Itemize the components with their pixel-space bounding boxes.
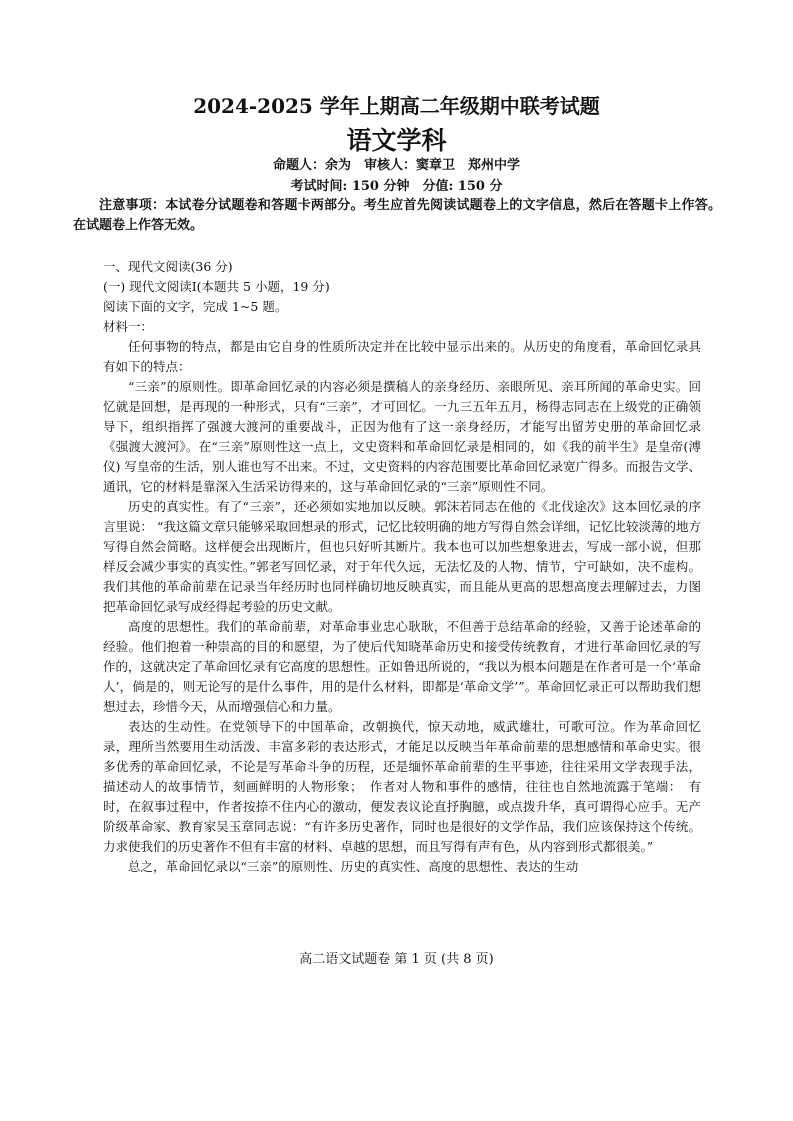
section-subheading: (一) 现代文阅读Ⅰ(本题共 5 小题，19 分) — [103, 279, 330, 294]
reading-section — [103, 257, 701, 877]
paragraph: “三亲”的原则性。即革命回忆录的内容必须是撰稿人的亲身经历、亲眼所见、亲耳所闻的革命史实。回忆就是回想，是再现的一种形式，只有“三亲”，才可回忆。一九三五年五月，杨得志同志在上级党的正确领导下，组织指挥了强渡大渡河的重要战斗，正因为他有了这一亲身经历，才能写出留芳史册的革命回忆录《强渡大渡河》。在“三亲”原则性这一点上，文史资料和革命回忆录是相同的，如《我的前半生》是皇帝(溥仪) 写皇帝的生活，别人谁也写不出来。不过，文史资料的内容范围要比革命回忆录宽广得多。而报告文学、通讯，它的材料是靠深入生活采访得来的，这与革命回忆录的“三亲”原则性不同。 — [103, 379, 701, 494]
subject-title: 语文学科 — [346, 126, 447, 155]
material-label: 材料一： — [103, 319, 154, 334]
exam-notice: 注意事项：本试卷分试题卷和答题卡两部分。考生应首先阅读试题卷上的文字信息，然后在答题卡上作答。在试题卷上作答无效。 — [73, 198, 721, 233]
exam-title: 2024-2025 学年上期高二年级期中联考试题 — [193, 94, 600, 118]
authors-line: 命题人：余为 审核人：窦章卫 郑州中学 — [272, 158, 520, 173]
paragraph: 高度的思想性。我们的革命前辈，对革命事业忠心耿耿，不但善于总结革命的经验，又善于论述革命的经验。他们抱着一种崇高的目的和愿望，为了使后代知晓革命历史和接受传统教育，才进行革命回忆录的写作的，这就决定了革命回忆录有它高度的思想性。正如鲁迅所说的，“我以为根本问题是在作者可是一个‘革命人’，倘是的，则无论写的是什么事件，用的是什么材料，即都是‘革命文学’”。革命回忆录正可以帮助我们想想过去，珍惜今天，从而增强信心和力量。 — [103, 619, 701, 714]
page-footer: 高二语文试题卷 第 1 页 (共 8 页) — [299, 952, 494, 967]
paragraph: 任何事物的特点，都是由它自身的性质所决定并在比较中显示出来的。从历史的角度看，革命回忆录具有如下的特点： — [103, 339, 701, 374]
paragraph: 总之，革命回忆录以“三亲”的原则性、历史的真实性、高度的思想性、表达的生动 — [128, 859, 579, 874]
paragraph: 历史的真实性。有了“三亲”，还必须如实地加以反映。郭沫若同志在他的《北伐途次》这本回忆录的序言里说： “我这篇文章只能够采取回想录的形式，记忆比较明确的地方写得自然会详细，记忆比较淡薄的地方写得自然会简略。这样便会出现断片，但也只好听其断片。我本也可以加些想象进去，写成一部小说，但那样反会减少事实的真实性。”郭老写回忆录，对于年代久远，无法忆及的人物、情节，宁可缺如，决不虚构。我们其他的革命前辈在记录当年经历时也同样确切地反映真实，而且能从更高的思想高度去理解过去，力图把革命回忆录写成经得起考验的历史文献。 — [103, 499, 701, 614]
paragraph: 表达的生动性。在党领导下的中国革命，改朝换代，惊天动地，威武雄壮，可歌可泣。作为革命回忆录，理所当然要用生动活泼、丰富多彩的表达形式，才能足以反映当年革命前辈的思想感情和革命史实。很多优秀的革命回忆录，不论是写革命斗争的历程，还是缅怀革命前辈的生平事迹，往往采用文学表现手法，描述动人的故事情节，刻画鲜明的人物形象； 作者对人物和事件的感情，往往也自然地流露于笔端： 有时，在叙事过程中，作者按捺不住内心的激动，便发表议论直抒胸臆，或点拨升华，真可谓得心应手。无产阶级革命家、教育家吴玉章同志说：“有许多历史著作，同时也是很好的文学作品，我们应该保持这个传统。力求使我们的历史著作不但有丰富的材料、卓越的思想，而且写得有声有色，从内容到形式都很美。” — [103, 719, 701, 854]
exam-info-line: 考试时间: 150 分钟 分值: 150 分 — [290, 179, 503, 194]
section-instruction: 阅读下面的文字，完成 1~5 题。 — [103, 299, 288, 314]
section-heading: 一、现代文阅读(36 分) — [103, 259, 233, 274]
